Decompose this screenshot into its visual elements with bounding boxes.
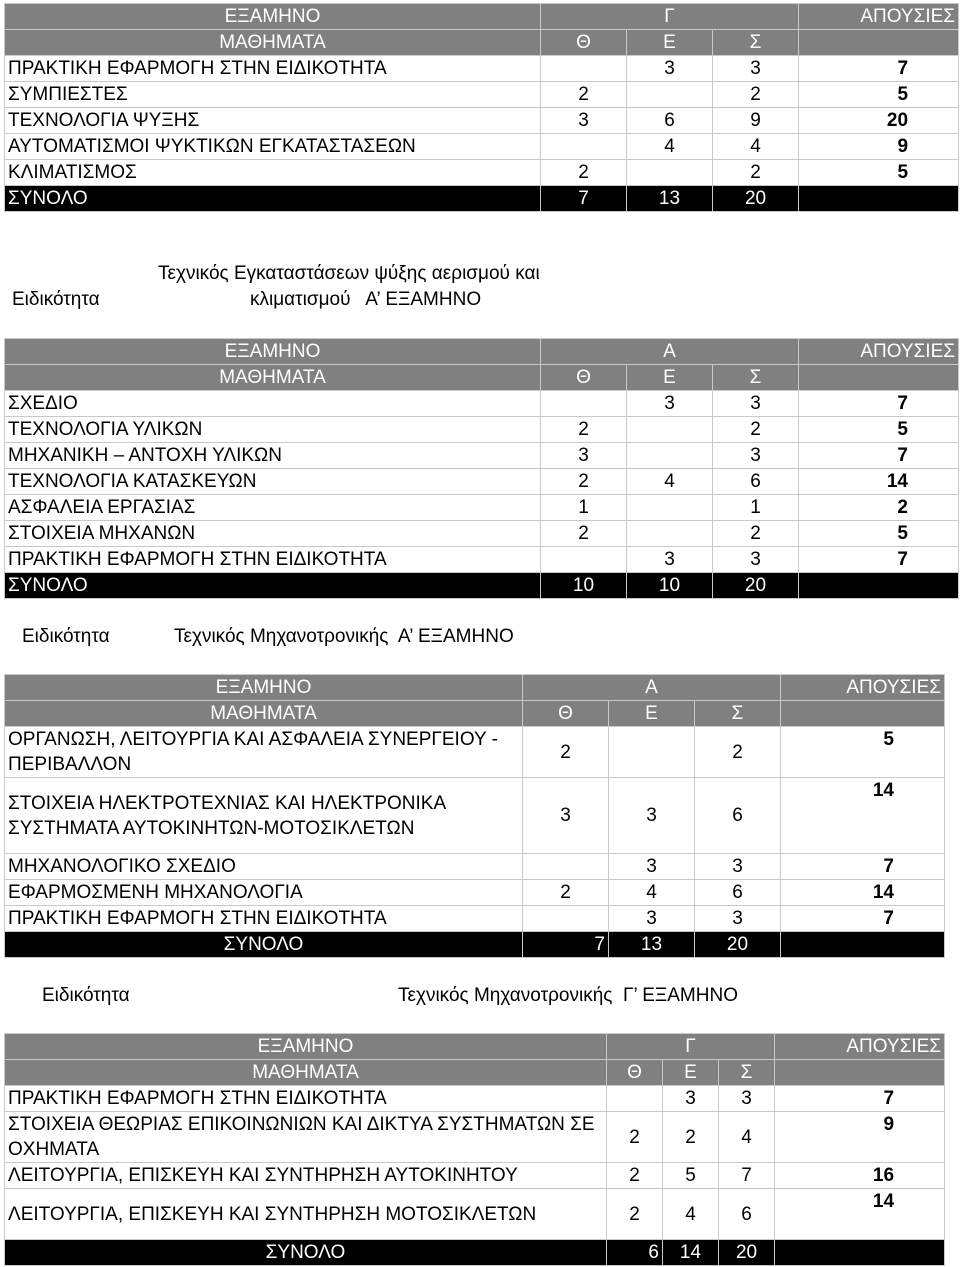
table-row (5, 880, 945, 906)
table-row (5, 160, 959, 186)
course-name: ΣΥΜΠΙΕΣΤΕΣ (5, 82, 541, 108)
e-value (627, 417, 713, 443)
s-label: Σ (695, 701, 781, 727)
absences-label: ΑΠΟΥΣΙΕΣ (775, 1034, 945, 1060)
table-row (5, 778, 945, 854)
e-value: 3 (627, 391, 713, 417)
table-header-row (5, 1034, 945, 1060)
s-value: 3 (713, 443, 799, 469)
course-name: ΤΕΧΝΟΛΟΓΙΑ ΥΛΙΚΩΝ (5, 417, 541, 443)
e-value: 4 (609, 880, 695, 906)
s-value: 3 (695, 906, 781, 932)
e-value (627, 495, 713, 521)
courses-label: ΜΑΘΗΜΑΤΑ (5, 701, 523, 727)
th-label: Θ (541, 365, 627, 391)
e-value (627, 443, 713, 469)
total-th: 10 (541, 573, 627, 599)
e-label: Ε (609, 701, 695, 727)
course-name: ΤΕΧΝΟΛΟΓΙΑ ΚΑΤΑΣΚΕΥΩΝ (5, 469, 541, 495)
s-label: Σ (713, 30, 799, 56)
total-e: 13 (609, 932, 695, 958)
course-name: ΑΣΦΑΛΕΙΑ ΕΡΓΑΣΙΑΣ (5, 495, 541, 521)
e-label: Ε (627, 365, 713, 391)
th-value: 2 (541, 160, 627, 186)
table-2 (4, 338, 959, 599)
table-row (5, 1112, 945, 1163)
total-row (5, 932, 945, 958)
course-name: ΜΗΧΑΝΙΚΗ – ΑΝΤΟΧΗ ΥΛΙΚΩΝ (5, 443, 541, 469)
empty-cell (799, 186, 959, 212)
e-value: 6 (627, 108, 713, 134)
s-value: 3 (695, 854, 781, 880)
e-value: 3 (663, 1086, 719, 1112)
semester-label: ΕΞΑΜΗΝΟ (5, 339, 541, 365)
empty-cell (781, 701, 945, 727)
absences-value: 7 (799, 391, 959, 417)
absences-value: 14 (781, 880, 945, 906)
absences-label: ΑΠΟΥΣΙΕΣ (799, 4, 959, 30)
absences-value: 5 (799, 82, 959, 108)
th-value: 3 (541, 108, 627, 134)
total-e: 14 (663, 1240, 719, 1266)
total-th: 7 (523, 932, 609, 958)
s-value: 4 (719, 1112, 775, 1163)
th-value: 2 (541, 469, 627, 495)
s-value: 6 (719, 1189, 775, 1240)
empty-cell (799, 365, 959, 391)
absences-value: 20 (799, 108, 959, 134)
absences-value: 9 (799, 134, 959, 160)
course-name: ΣΧΕΔΙΟ (5, 391, 541, 417)
course-name: ΠΡΑΚΤΙΚΗ ΕΦΑΡΜΟΓΗ ΣΤΗΝ ΕΙΔΙΚΟΤΗΤΑ (5, 56, 541, 82)
course-name: ΛΕΙΤΟΥΡΓΙΑ, ΕΠΙΣΚΕΥΗ ΚΑΙ ΣΥΝΤΗΡΗΣΗ ΜΟΤΟΣΙΚΛΕΤΩΝ (5, 1189, 607, 1240)
table-row (5, 391, 959, 417)
table-row (5, 521, 959, 547)
e-value: 4 (627, 469, 713, 495)
course-name: ΠΡΑΚΤΙΚΗ ΕΦΑΡΜΟΓΗ ΣΤΗΝ ΕΙΔΙΚΟΤΗΤΑ (5, 1086, 607, 1112)
s-value: 2 (695, 727, 781, 778)
e-value (609, 727, 695, 778)
semester-value: Α (523, 675, 781, 701)
total-label: ΣΥΝΟΛΟ (5, 1240, 607, 1266)
total-label: ΣΥΝΟΛΟ (5, 932, 523, 958)
empty-cell (781, 932, 945, 958)
semester-label: ΕΞΑΜΗΝΟ (5, 4, 541, 30)
th-value: 2 (523, 727, 609, 778)
table-3 (4, 674, 945, 958)
table-row (5, 1163, 945, 1189)
empty-cell (775, 1060, 945, 1086)
th-value (607, 1086, 663, 1112)
th-label: Θ (541, 30, 627, 56)
semester-label: ΕΞΑΜΗΝΟ (5, 675, 523, 701)
e-label: Ε (627, 30, 713, 56)
total-row (5, 573, 959, 599)
table-row (5, 56, 959, 82)
table-row (5, 417, 959, 443)
total-s: 20 (695, 932, 781, 958)
s-value: 2 (713, 521, 799, 547)
absences-value: 2 (799, 495, 959, 521)
absences-value: 14 (775, 1189, 945, 1240)
course-name: ΜΗΧΑΝΟΛΟΓΙΚΟ ΣΧΕΔΙΟ (5, 854, 523, 880)
course-name: ΠΡΑΚΤΙΚΗ ΕΦΑΡΜΟΓΗ ΣΤΗΝ ΕΙΔΙΚΟΤΗΤΑ (5, 547, 541, 573)
th-value (541, 56, 627, 82)
semester-value: Α (541, 339, 799, 365)
e-value: 3 (627, 547, 713, 573)
table-header-row (5, 675, 945, 701)
total-th: 7 (541, 186, 627, 212)
e-value: 4 (663, 1189, 719, 1240)
table-row (5, 443, 959, 469)
th-value: 2 (607, 1189, 663, 1240)
absences-value: 7 (781, 906, 945, 932)
th-label: Θ (523, 701, 609, 727)
table-subheader-row (5, 30, 959, 56)
semester-label: ΕΞΑΜΗΝΟ (5, 1034, 607, 1060)
absences-label: ΑΠΟΥΣΙΕΣ (799, 339, 959, 365)
th-value: 2 (607, 1112, 663, 1163)
th-value: 2 (607, 1163, 663, 1189)
course-name: ΣΤΟΙΧΕΙΑ ΗΛΕΚΤΡΟΤΕΧΝΙΑΣ ΚΑΙ ΗΛΕΚΤΡΟΝΙΚΑ ΣΥΣΤΗΜΑΤΑ ΑΥΤΟΚΙΝΗΤΩΝ-ΜΟΤΟΣΙΚΛΕΤΩΝ (5, 778, 523, 854)
total-s: 20 (713, 186, 799, 212)
specialty-title-line2: κλιματισμού Α’ ΕΞΑΜΗΝΟ (250, 289, 482, 310)
semester-value: Γ (607, 1034, 775, 1060)
e-value: 3 (609, 854, 695, 880)
th-value: 2 (523, 880, 609, 906)
absences-label: ΑΠΟΥΣΙΕΣ (781, 675, 945, 701)
course-name: ΣΤΟΙΧΕΙΑ ΘΕΩΡΙΑΣ ΕΠΙΚΟΙΝΩΝΙΩΝ ΚΑΙ ΔΙΚΤΥΑ ΣΥΣΤΗΜΑΤΩΝ ΣΕ ΟΧΗΜΑΤΑ (5, 1112, 607, 1163)
specialty-title-line1: Τεχνικός Εγκαταστάσεων ψύξης αερισμού και (158, 263, 540, 284)
table-row (5, 1086, 945, 1112)
courses-label: ΜΑΘΗΜΑΤΑ (5, 1060, 607, 1086)
s-value: 2 (713, 160, 799, 186)
table-row (5, 108, 959, 134)
table-row (5, 1189, 945, 1240)
absences-value: 14 (781, 778, 945, 854)
table-row (5, 82, 959, 108)
course-name: ΕΦΑΡΜΟΣΜΕΝΗ ΜΗΧΑΝΟΛΟΓΙΑ (5, 880, 523, 906)
th-value: 2 (541, 521, 627, 547)
th-value: 2 (541, 417, 627, 443)
table-row (5, 727, 945, 778)
table-header-row (5, 339, 959, 365)
s-label: Σ (719, 1060, 775, 1086)
th-value: 3 (541, 443, 627, 469)
th-value (523, 906, 609, 932)
s-value: 3 (713, 56, 799, 82)
specialty-label: Ειδικότητα (42, 985, 130, 1006)
e-value: 5 (663, 1163, 719, 1189)
specialty-label: Ειδικότητα (22, 626, 110, 647)
empty-cell (799, 30, 959, 56)
total-e: 13 (627, 186, 713, 212)
absences-value: 5 (799, 521, 959, 547)
course-name: ΠΡΑΚΤΙΚΗ ΕΦΑΡΜΟΓΗ ΣΤΗΝ ΕΙΔΙΚΟΤΗΤΑ (5, 906, 523, 932)
absences-value: 16 (775, 1163, 945, 1189)
s-value: 2 (713, 82, 799, 108)
th-value (541, 547, 627, 573)
e-value: 3 (609, 906, 695, 932)
e-value: 2 (663, 1112, 719, 1163)
table-row (5, 495, 959, 521)
s-value: 3 (719, 1086, 775, 1112)
absences-value: 5 (781, 727, 945, 778)
th-value: 2 (541, 82, 627, 108)
specialty-label: Ειδικότητα (12, 289, 100, 310)
th-label: Θ (607, 1060, 663, 1086)
specialty-title: Τεχνικός Μηχανοτρονικής Γ’ ΕΞΑΜΗΝΟ (398, 985, 738, 1006)
th-value: 1 (541, 495, 627, 521)
e-value: 3 (627, 56, 713, 82)
table-row (5, 854, 945, 880)
table-header-row (5, 4, 959, 30)
total-row (5, 1240, 945, 1266)
s-value: 7 (719, 1163, 775, 1189)
course-name: ΣΤΟΙΧΕΙΑ ΜΗΧΑΝΩΝ (5, 521, 541, 547)
th-value: 3 (523, 778, 609, 854)
e-value (627, 160, 713, 186)
table-row (5, 469, 959, 495)
total-s: 20 (719, 1240, 775, 1266)
table-subheader-row (5, 365, 959, 391)
semester-value: Γ (541, 4, 799, 30)
s-value: 6 (695, 880, 781, 906)
empty-cell (799, 573, 959, 599)
total-label: ΣΥΝΟΛΟ (5, 573, 541, 599)
table-row (5, 906, 945, 932)
absences-value: 9 (775, 1112, 945, 1163)
total-row (5, 186, 959, 212)
e-value: 4 (627, 134, 713, 160)
absences-value: 7 (799, 547, 959, 573)
total-label: ΣΥΝΟΛΟ (5, 186, 541, 212)
e-value (627, 82, 713, 108)
th-value (523, 854, 609, 880)
e-value (627, 521, 713, 547)
table-row (5, 547, 959, 573)
s-value: 9 (713, 108, 799, 134)
courses-label: ΜΑΘΗΜΑΤΑ (5, 30, 541, 56)
e-label: Ε (663, 1060, 719, 1086)
absences-value: 7 (781, 854, 945, 880)
course-name: ΟΡΓΑΝΩΣΗ, ΛΕΙΤΟΥΡΓΙΑ ΚΑΙ ΑΣΦΑΛΕΙΑ ΣΥΝΕΡΓΕΙΟΥ - ΠΕΡΙΒΑΛΛΟΝ (5, 727, 523, 778)
s-value: 6 (713, 469, 799, 495)
table-subheader-row (5, 1060, 945, 1086)
total-e: 10 (627, 573, 713, 599)
s-value: 3 (713, 391, 799, 417)
absences-value: 5 (799, 417, 959, 443)
s-label: Σ (713, 365, 799, 391)
s-value: 6 (695, 778, 781, 854)
courses-label: ΜΑΘΗΜΑΤΑ (5, 365, 541, 391)
s-value: 1 (713, 495, 799, 521)
empty-cell (775, 1240, 945, 1266)
course-name: ΑΥΤΟΜΑΤΙΣΜΟΙ ΨΥΚΤΙΚΩΝ ΕΓΚΑΤΑΣΤΑΣΕΩΝ (5, 134, 541, 160)
table-1 (4, 3, 959, 212)
absences-value: 7 (775, 1086, 945, 1112)
table-4 (4, 1033, 945, 1266)
absences-value: 7 (799, 443, 959, 469)
table-row (5, 134, 959, 160)
th-value (541, 134, 627, 160)
course-name: ΛΕΙΤΟΥΡΓΙΑ, ΕΠΙΣΚΕΥΗ ΚΑΙ ΣΥΝΤΗΡΗΣΗ ΑΥΤΟΚΙΝΗΤΟΥ (5, 1163, 607, 1189)
s-value: 4 (713, 134, 799, 160)
absences-value: 5 (799, 160, 959, 186)
total-s: 20 (713, 573, 799, 599)
course-name: ΚΛΙΜΑΤΙΣΜΟΣ (5, 160, 541, 186)
absences-value: 14 (799, 469, 959, 495)
table-subheader-row (5, 701, 945, 727)
absences-value: 7 (799, 56, 959, 82)
specialty-title: Τεχνικός Μηχανοτρονικής Α’ ΕΞΑΜΗΝΟ (174, 626, 514, 647)
s-value: 3 (713, 547, 799, 573)
e-value: 3 (609, 778, 695, 854)
course-name: ΤΕΧΝΟΛΟΓΙΑ ΨΥΞΗΣ (5, 108, 541, 134)
total-th: 6 (607, 1240, 663, 1266)
th-value (541, 391, 627, 417)
s-value: 2 (713, 417, 799, 443)
